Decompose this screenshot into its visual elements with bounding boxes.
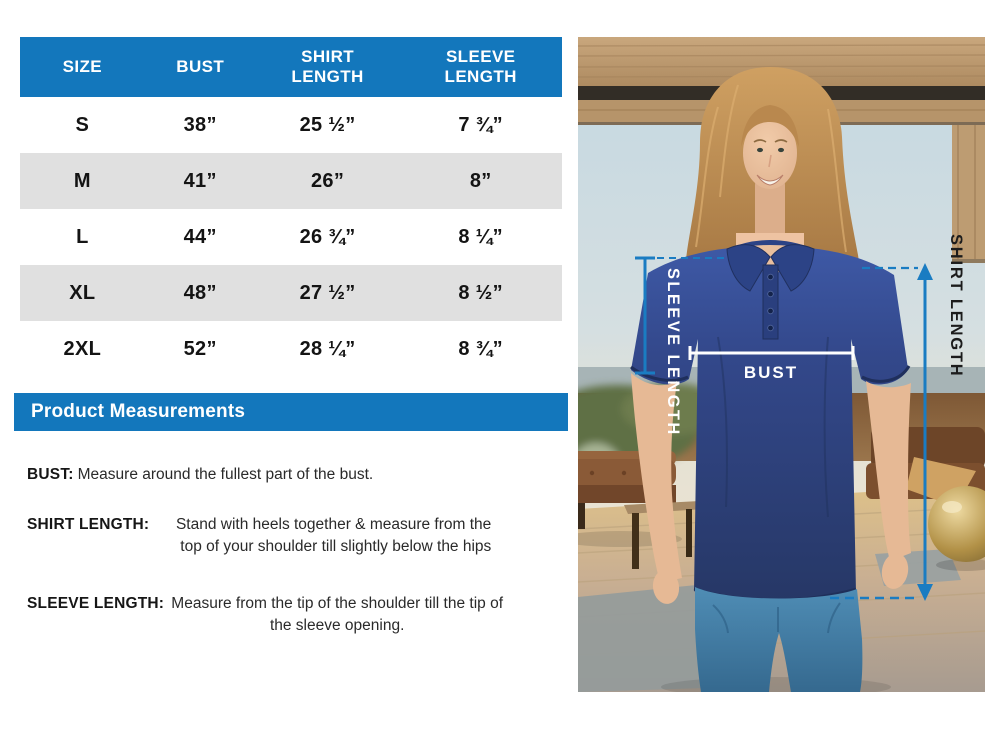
bust-value: 44”: [183, 225, 217, 248]
table-row-l: [20, 209, 562, 265]
column-header-size: SIZE: [62, 56, 103, 76]
column-header-bust: BUST: [176, 56, 225, 76]
bust-description: [27, 464, 373, 486]
shirt-length-label: SHIRT LENGTH: [947, 234, 965, 378]
bust-value: 52”: [183, 337, 217, 360]
column-header-shirt-length: SHIRT LENGTH: [291, 46, 364, 86]
bust-value: 41”: [183, 169, 217, 192]
sleeve-value: 8 ¼”: [458, 225, 503, 248]
shirt-value: 28 ¼”: [299, 337, 356, 360]
size-value: 2XL: [63, 337, 102, 360]
sleeve-length-description: [27, 593, 506, 637]
bust-description-label: BUST:: [27, 466, 74, 483]
bust-value: 38”: [183, 113, 217, 136]
table-row-m: [20, 153, 562, 209]
column-header-sleeve-length: SLEEVE LENGTH: [444, 46, 517, 86]
shirt-value: 25 ½”: [299, 113, 356, 136]
product-photo: [578, 37, 985, 692]
bust-label: BUST: [743, 363, 799, 382]
size-chart-table: [20, 37, 562, 377]
product-measurements-title: Product Measurements: [31, 401, 246, 422]
table-row-s: [20, 97, 562, 153]
bust-value: 48”: [183, 281, 217, 304]
shirt-value: 26”: [311, 169, 345, 192]
bust-description-text: Measure around the fullest part of the bust.: [77, 466, 374, 483]
shirt-value: 27 ½”: [299, 281, 356, 304]
sleeve-value: 8”: [469, 169, 492, 192]
sleeve-length-description-label: SLEEVE LENGTH:: [27, 595, 165, 612]
shirt-length-description: [27, 514, 491, 558]
shirt-length-description-label: SHIRT LENGTH:: [27, 516, 150, 533]
shirt-length-description-text: Stand with heels together & measure from the top of your shoulder till slightly below the hips: [175, 516, 492, 555]
size-value: S: [75, 113, 90, 136]
sleeve-length-description-text: Measure from the tip of the shoulder till the tip of the sleeve opening.: [171, 595, 503, 634]
size-value: L: [76, 225, 89, 248]
sleeve-length-label: SLEEVE LENGTH: [664, 268, 682, 437]
sleeve-value: 7 ¾”: [458, 113, 503, 136]
sleeve-value: 8 ½”: [458, 281, 503, 304]
shirt-value: 26 ¾”: [299, 225, 356, 248]
sleeve-value: 8 ¾”: [458, 337, 503, 360]
table-row-xl: [20, 265, 562, 321]
size-value: M: [73, 169, 91, 192]
size-value: XL: [69, 281, 96, 304]
size-chart-header: [20, 37, 562, 97]
table-row-2xl: [20, 321, 562, 377]
product-measurements-heading-bar: [14, 393, 568, 431]
product-photo-illustration: [578, 37, 985, 692]
